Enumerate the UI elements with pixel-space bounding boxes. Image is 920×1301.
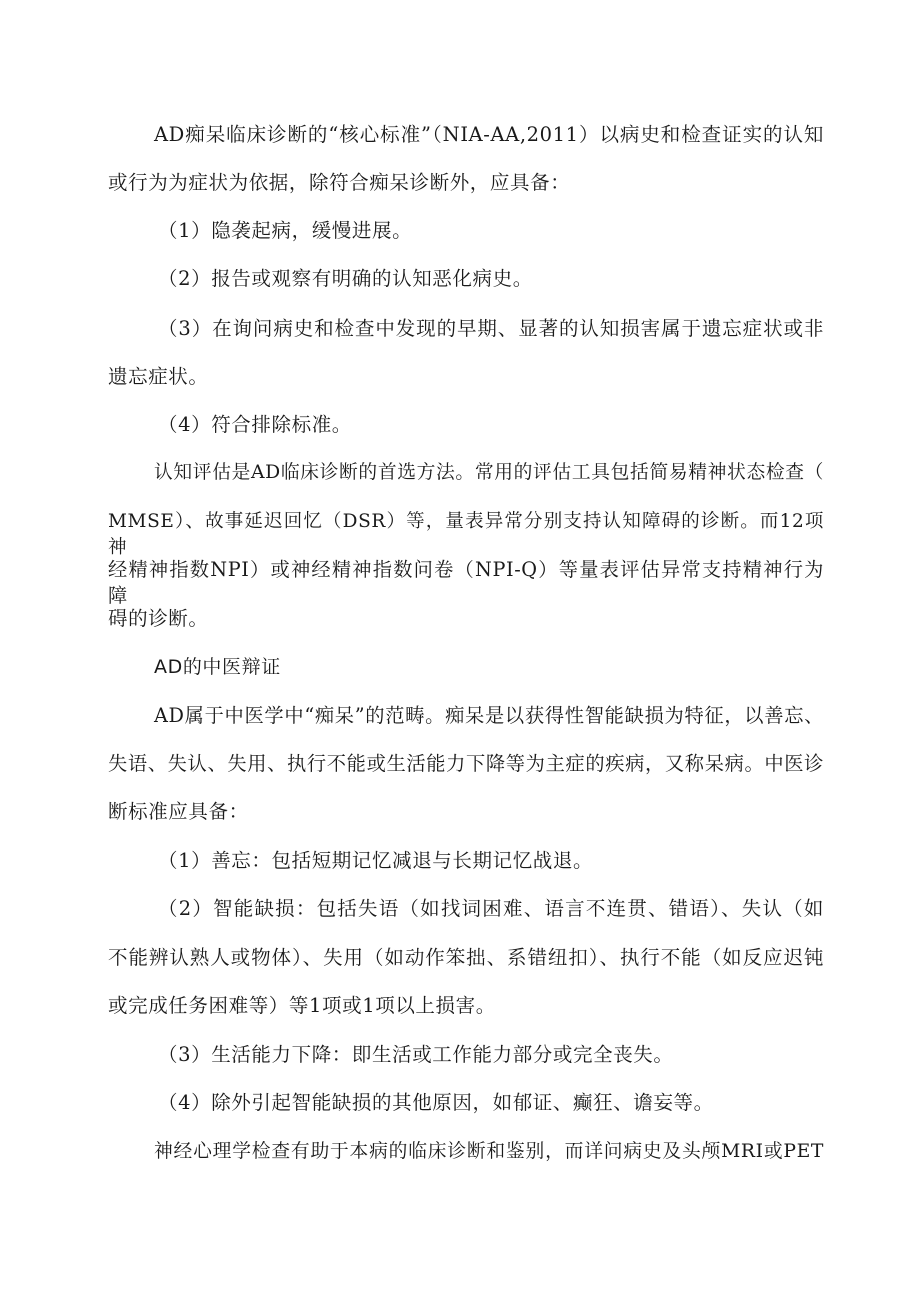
section-heading: AD的中医辩证 [154, 656, 281, 678]
text-line: （1）隐袭起病，缓慢进展。 [158, 219, 413, 242]
text-line: AD痴呆临床诊断的“核心标准”（NIA-AA,2011）以病史和检查证实的认知 [154, 123, 824, 146]
text-line: （4）符合排除标准。 [158, 413, 352, 436]
text-line: 碍的诊断。 [108, 607, 209, 630]
text-line: （4）除外引起智能缺损的其他原因，如郁证、癫狂、谵妄等。 [158, 1091, 714, 1114]
text-line: 经精神指数NPI）或神经精神指数问卷（NPI-Q）等量表评估异常支持精神行为障 [108, 558, 824, 607]
text-line: AD属于中医学中“痴呆”的范畴。痴呆是以获得性智能缺损为特征，以善忘、 [154, 704, 824, 727]
text-line: （2）报告或观察有明确的认知恶化病史。 [158, 267, 533, 290]
text-line: MMSE）、故事延迟回忆（DSR）等，量表异常分别支持认知障碍的诊断。而12项神 [108, 511, 824, 558]
text-line: 认知评估是AD临床诊断的首选方法。常用的评估工具包括简易精神状态检查（ [154, 462, 824, 483]
text-line: 不能辨认熟人或物体）、失用（如动作笨拙、系错纽扣）、执行不能（如反应迟钝 [108, 946, 824, 969]
text-line: 失语、失认、失用、执行不能或生活能力下降等为主症的疾病，又称呆病。中医诊 [108, 752, 824, 775]
text-line: 或完成任务困难等）等1项或1项以上损害。 [108, 994, 496, 1017]
text-line: （1）善忘：包括短期记忆减退与长期记忆战退。 [158, 849, 594, 872]
text-line: （3）在询问病史和检查中发现的早期、显著的认知损害属于遗忘症状或非 [158, 317, 824, 340]
text-line: （3）生活能力下降：即生活或工作能力部分或完全丧失。 [158, 1043, 674, 1066]
text-line: 断标准应具备： [108, 800, 249, 823]
text-line: （2）智能缺损：包括失语（如找词困难、语言不连贯、错语）、失认（如 [158, 897, 824, 920]
text-line: 遗忘症状。 [108, 365, 209, 388]
text-line: 或行为为症状为依据，除符合痴呆诊断外，应具备： [108, 171, 571, 194]
text-line: 神经心理学检查有助于本病的临床诊断和鉴别，而详问病史及头颅MRI或PET [154, 1141, 824, 1162]
